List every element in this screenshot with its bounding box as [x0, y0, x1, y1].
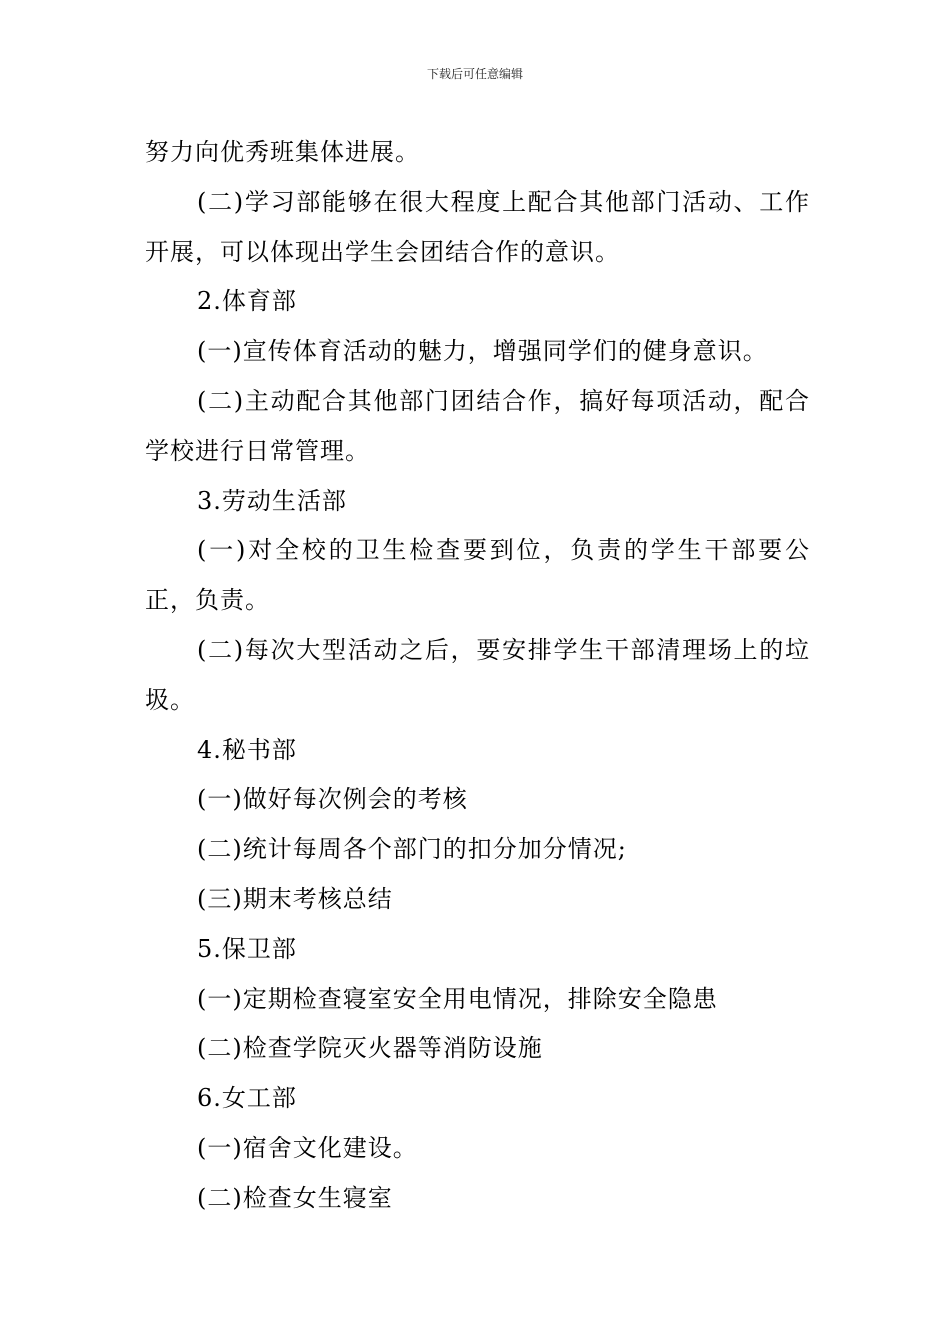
- paragraph: (一)做好每次例会的考核: [197, 785, 468, 814]
- paragraph: (二)学习部能够在很大程度上配合其他部门活动、工作开展，可以体现出学生会团结合作的意识。: [145, 187, 810, 266]
- paragraph: (一)宿舍文化建设。: [197, 1133, 418, 1162]
- paragraph: (二)主动配合其他部门团结合作，搞好每项活动，配合学校进行日常管理。: [145, 386, 810, 465]
- section-heading: 5.保卫部: [197, 934, 297, 963]
- section-heading: 4.秘书部: [197, 735, 297, 764]
- section-heading: 6.女工部: [197, 1084, 297, 1113]
- section-heading: 2.体育部: [197, 287, 297, 316]
- paragraph: (三)期末考核总结: [197, 884, 393, 913]
- paragraph: 努力向优秀班集体进展。: [145, 138, 420, 166]
- paragraph: (二)每次大型活动之后，要安排学生干部清理场上的垃圾。: [145, 635, 810, 714]
- paragraph: (二)检查学院灭火器等消防设施: [197, 1034, 543, 1063]
- paragraph: (一)对全校的卫生检查要到位，负责的学生干部要公正，负责。: [145, 536, 810, 615]
- page-header: 下载后可任意编辑: [426, 67, 523, 81]
- paragraph: (一)宣传体育活动的魅力，增强同学们的健身意识。: [197, 337, 768, 366]
- paragraph: (二)检查女生寝室: [197, 1183, 393, 1212]
- document-body: [145, 128, 810, 1224]
- paragraph: (二)统计每周各个部门的扣分加分情况;: [197, 835, 627, 864]
- section-heading: 3.劳动生活部: [197, 486, 347, 515]
- paragraph: (一)定期检查寝室安全用电情况，排除安全隐患: [197, 984, 718, 1013]
